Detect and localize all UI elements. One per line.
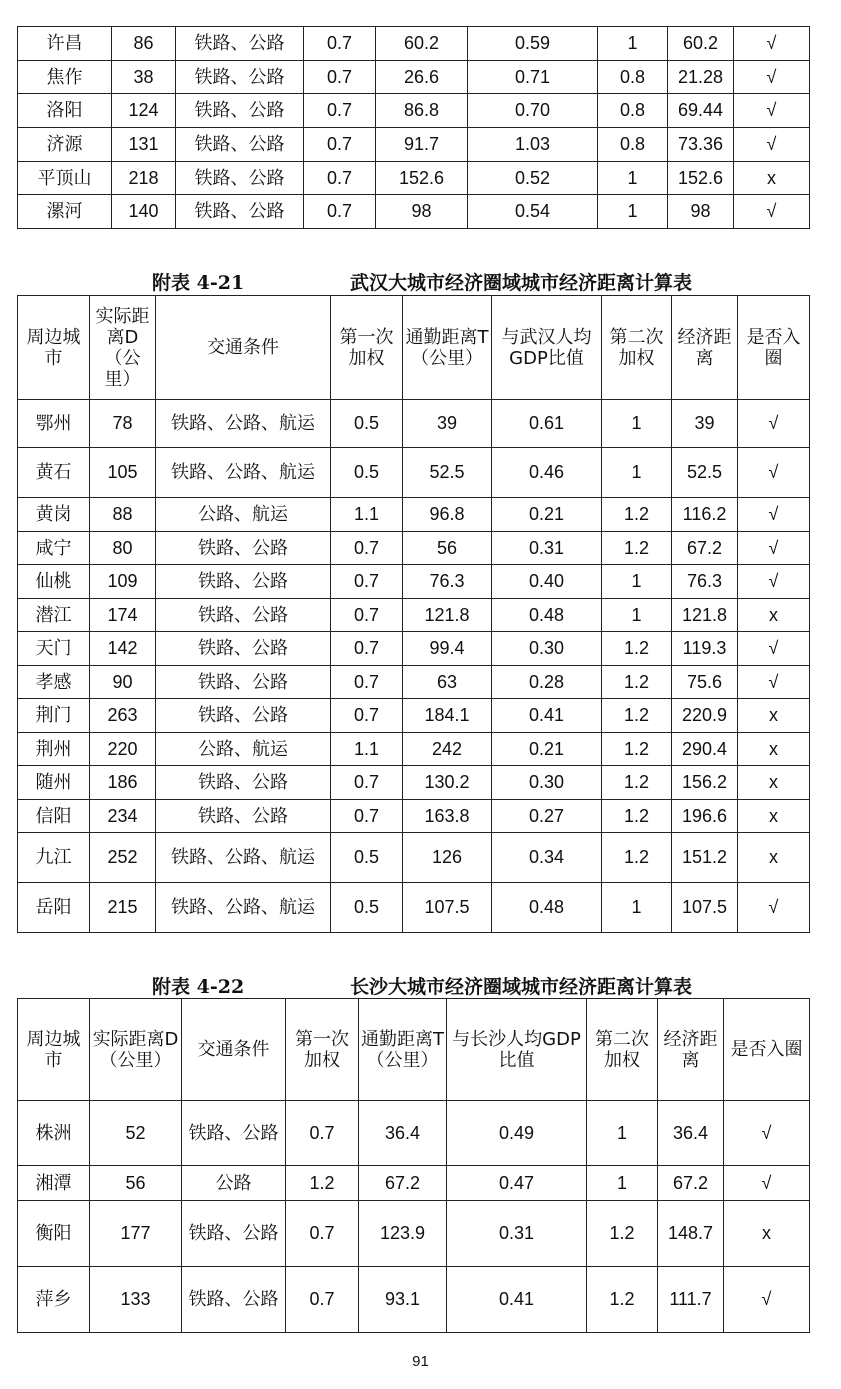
column-header: 周边城市	[18, 296, 90, 400]
in-circle-cell: √	[734, 94, 810, 128]
commute-distance-cell: 93.1	[359, 1267, 447, 1333]
transport-cell: 铁路、公路	[176, 161, 304, 195]
first-weight-cell: 0.5	[331, 448, 403, 498]
commute-distance-cell: 86.8	[376, 94, 468, 128]
transport-cell: 铁路、公路、航运	[156, 448, 331, 498]
second-weight-cell: 1.2	[587, 1267, 658, 1333]
transport-cell: 铁路、公路	[176, 27, 304, 61]
actual-distance-cell: 52	[90, 1101, 182, 1166]
actual-distance-cell: 177	[90, 1201, 182, 1267]
actual-distance-cell: 186	[90, 766, 156, 800]
actual-distance-cell: 218	[112, 161, 176, 195]
in-circle-cell: √	[738, 400, 810, 448]
first-weight-cell: 0.7	[304, 161, 376, 195]
economic-distance-cell: 290.4	[672, 733, 738, 766]
first-weight-cell: 0.7	[331, 565, 403, 599]
gdp-ratio-cell: 0.49	[447, 1101, 587, 1166]
second-weight-cell: 1.2	[602, 532, 672, 565]
second-weight-cell: 1	[602, 400, 672, 448]
gdp-ratio-cell: 0.21	[492, 498, 602, 532]
in-circle-cell: √	[724, 1267, 810, 1333]
economic-distance-cell: 196.6	[672, 800, 738, 833]
gdp-ratio-cell: 0.21	[492, 733, 602, 766]
in-circle-cell: x	[738, 599, 810, 632]
column-header: 第一次加权	[286, 999, 359, 1101]
transport-cell: 铁路、公路、航运	[156, 833, 331, 883]
table-row	[18, 27, 810, 61]
city-cell: 随州	[18, 766, 90, 800]
economic-distance-cell: 151.2	[672, 833, 738, 883]
table2-body	[18, 400, 810, 933]
actual-distance-cell: 174	[90, 599, 156, 632]
first-weight-cell: 0.5	[331, 883, 403, 933]
second-weight-cell: 0.8	[598, 128, 668, 162]
gdp-ratio-cell: 0.70	[468, 94, 598, 128]
economic-distance-cell: 98	[668, 195, 734, 229]
second-weight-cell: 1	[587, 1166, 658, 1201]
second-weight-cell: 1.2	[602, 833, 672, 883]
economic-distance-cell: 21.28	[668, 60, 734, 94]
in-circle-cell: √	[738, 632, 810, 666]
column-header: 第二次加权	[602, 296, 672, 400]
table-row	[18, 400, 810, 448]
gdp-ratio-cell: 0.46	[492, 448, 602, 498]
transport-cell: 铁路、公路	[156, 800, 331, 833]
economic-distance-cell: 121.8	[672, 599, 738, 632]
in-circle-cell: √	[724, 1166, 810, 1201]
transport-cell: 铁路、公路	[176, 128, 304, 162]
in-circle-cell: √	[738, 498, 810, 532]
gdp-ratio-cell: 0.30	[492, 632, 602, 666]
transport-cell: 铁路、公路	[176, 94, 304, 128]
first-weight-cell: 0.7	[331, 532, 403, 565]
second-weight-cell: 1.2	[602, 766, 672, 800]
economic-distance-cell: 75.6	[672, 666, 738, 699]
first-weight-cell: 0.7	[286, 1201, 359, 1267]
column-header: 实际距离D（公里）	[90, 999, 182, 1101]
transport-cell: 铁路、公路	[176, 60, 304, 94]
economic-distance-cell: 116.2	[672, 498, 738, 532]
in-circle-cell: x	[724, 1201, 810, 1267]
first-weight-cell: 1.1	[331, 733, 403, 766]
city-cell: 焦作	[18, 60, 112, 94]
city-cell: 漯河	[18, 195, 112, 229]
column-header: 与长沙人均GDP比值	[447, 999, 587, 1101]
economic-distance-cell: 76.3	[672, 565, 738, 599]
commute-distance-cell: 39	[403, 400, 492, 448]
commute-distance-cell: 242	[403, 733, 492, 766]
gdp-ratio-cell: 0.31	[447, 1201, 587, 1267]
first-weight-cell: 1.1	[331, 498, 403, 532]
table3-caption-title: 长沙大城市经济圈域城市经济距离计算表	[350, 976, 693, 998]
page-number: 91	[412, 1353, 429, 1370]
commute-distance-cell: 123.9	[359, 1201, 447, 1267]
city-cell: 衡阳	[18, 1201, 90, 1267]
column-header: 与武汉人均GDP比值	[492, 296, 602, 400]
first-weight-cell: 0.5	[331, 833, 403, 883]
city-cell: 许昌	[18, 27, 112, 61]
second-weight-cell: 1	[602, 883, 672, 933]
commute-distance-cell: 67.2	[359, 1166, 447, 1201]
commute-distance-cell: 36.4	[359, 1101, 447, 1166]
column-header: 通勤距离T（公里）	[359, 999, 447, 1101]
table-row	[18, 599, 810, 632]
gdp-ratio-cell: 0.40	[492, 565, 602, 599]
in-circle-cell: x	[738, 833, 810, 883]
table3-body	[18, 1101, 810, 1333]
second-weight-cell: 1.2	[602, 666, 672, 699]
city-cell: 荆州	[18, 733, 90, 766]
actual-distance-cell: 78	[90, 400, 156, 448]
first-weight-cell: 0.7	[304, 60, 376, 94]
economic-distance-cell: 67.2	[672, 532, 738, 565]
actual-distance-cell: 140	[112, 195, 176, 229]
commute-distance-cell: 184.1	[403, 699, 492, 733]
city-cell: 天门	[18, 632, 90, 666]
commute-distance-cell: 121.8	[403, 599, 492, 632]
transport-cell: 公路、航运	[156, 498, 331, 532]
commute-distance-cell: 130.2	[403, 766, 492, 800]
economic-distance-cell: 73.36	[668, 128, 734, 162]
column-header: 经济距离	[658, 999, 724, 1101]
transport-cell: 铁路、公路	[182, 1101, 286, 1166]
transport-cell: 铁路、公路	[176, 195, 304, 229]
gdp-ratio-cell: 0.48	[492, 883, 602, 933]
table-row	[18, 733, 810, 766]
transport-cell: 铁路、公路、航运	[156, 883, 331, 933]
actual-distance-cell: 90	[90, 666, 156, 699]
changsha-distance-table	[17, 998, 810, 1333]
commute-distance-cell: 56	[403, 532, 492, 565]
table-row	[18, 800, 810, 833]
table-row	[18, 632, 810, 666]
second-weight-cell: 1.2	[602, 733, 672, 766]
gdp-ratio-cell: 0.59	[468, 27, 598, 61]
table3-header-row	[18, 999, 810, 1101]
table-row	[18, 699, 810, 733]
table-row	[18, 128, 810, 162]
gdp-ratio-cell: 0.71	[468, 60, 598, 94]
commute-distance-cell: 126	[403, 833, 492, 883]
gdp-ratio-cell: 0.30	[492, 766, 602, 800]
city-cell: 洛阳	[18, 94, 112, 128]
city-cell: 荆门	[18, 699, 90, 733]
economic-distance-cell: 148.7	[658, 1201, 724, 1267]
table-row	[18, 666, 810, 699]
gdp-ratio-cell: 0.27	[492, 800, 602, 833]
actual-distance-cell: 263	[90, 699, 156, 733]
actual-distance-cell: 220	[90, 733, 156, 766]
economic-distance-cell: 52.5	[672, 448, 738, 498]
wuhan-distance-table	[17, 295, 810, 933]
actual-distance-cell: 88	[90, 498, 156, 532]
actual-distance-cell: 56	[90, 1166, 182, 1201]
first-weight-cell: 1.2	[286, 1166, 359, 1201]
first-weight-cell: 0.7	[304, 195, 376, 229]
table-row	[18, 161, 810, 195]
transport-cell: 铁路、公路	[156, 599, 331, 632]
commute-distance-cell: 99.4	[403, 632, 492, 666]
second-weight-cell: 1.2	[602, 498, 672, 532]
commute-distance-cell: 163.8	[403, 800, 492, 833]
first-weight-cell: 0.5	[331, 400, 403, 448]
henan-distance-table-continued	[17, 26, 810, 229]
transport-cell: 铁路、公路	[156, 699, 331, 733]
actual-distance-cell: 86	[112, 27, 176, 61]
gdp-ratio-cell: 1.03	[468, 128, 598, 162]
table-row	[18, 532, 810, 565]
transport-cell: 铁路、公路	[182, 1267, 286, 1333]
city-cell: 仙桃	[18, 565, 90, 599]
in-circle-cell: √	[734, 60, 810, 94]
column-header: 第一次加权	[331, 296, 403, 400]
table1-body	[18, 27, 810, 229]
commute-distance-cell: 60.2	[376, 27, 468, 61]
city-cell: 黄岗	[18, 498, 90, 532]
economic-distance-cell: 152.6	[668, 161, 734, 195]
commute-distance-cell: 26.6	[376, 60, 468, 94]
column-header: 交通条件	[182, 999, 286, 1101]
economic-distance-cell: 36.4	[658, 1101, 724, 1166]
city-cell: 孝感	[18, 666, 90, 699]
first-weight-cell: 0.7	[331, 699, 403, 733]
second-weight-cell: 1	[598, 27, 668, 61]
in-circle-cell: √	[738, 532, 810, 565]
table-row	[18, 195, 810, 229]
in-circle-cell: x	[738, 800, 810, 833]
commute-distance-cell: 98	[376, 195, 468, 229]
in-circle-cell: x	[738, 733, 810, 766]
actual-distance-cell: 215	[90, 883, 156, 933]
transport-cell: 铁路、公路、航运	[156, 400, 331, 448]
commute-distance-cell: 63	[403, 666, 492, 699]
city-cell: 咸宁	[18, 532, 90, 565]
commute-distance-cell: 91.7	[376, 128, 468, 162]
column-header: 周边城市	[18, 999, 90, 1101]
city-cell: 鄂州	[18, 400, 90, 448]
city-cell: 株洲	[18, 1101, 90, 1166]
gdp-ratio-cell: 0.41	[492, 699, 602, 733]
actual-distance-cell: 38	[112, 60, 176, 94]
actual-distance-cell: 234	[90, 800, 156, 833]
in-circle-cell: √	[734, 128, 810, 162]
in-circle-cell: √	[734, 195, 810, 229]
economic-distance-cell: 107.5	[672, 883, 738, 933]
gdp-ratio-cell: 0.52	[468, 161, 598, 195]
first-weight-cell: 0.7	[304, 128, 376, 162]
first-weight-cell: 0.7	[286, 1101, 359, 1166]
transport-cell: 铁路、公路	[156, 565, 331, 599]
in-circle-cell: x	[738, 699, 810, 733]
actual-distance-cell: 124	[112, 94, 176, 128]
transport-cell: 铁路、公路	[156, 666, 331, 699]
second-weight-cell: 1	[587, 1101, 658, 1166]
economic-distance-cell: 156.2	[672, 766, 738, 800]
table2-caption	[152, 268, 772, 292]
gdp-ratio-cell: 0.61	[492, 400, 602, 448]
economic-distance-cell: 39	[672, 400, 738, 448]
column-header: 是否入圈	[738, 296, 810, 400]
transport-cell: 公路	[182, 1166, 286, 1201]
in-circle-cell: √	[738, 448, 810, 498]
commute-distance-cell: 52.5	[403, 448, 492, 498]
second-weight-cell: 1.2	[602, 632, 672, 666]
economic-distance-cell: 69.44	[668, 94, 734, 128]
economic-distance-cell: 67.2	[658, 1166, 724, 1201]
table2-caption-number: 附表 4-21	[152, 272, 245, 294]
second-weight-cell: 1.2	[587, 1201, 658, 1267]
actual-distance-cell: 131	[112, 128, 176, 162]
gdp-ratio-cell: 0.48	[492, 599, 602, 632]
table3-caption-number: 附表 4-22	[152, 976, 245, 998]
table-row	[18, 833, 810, 883]
city-cell: 潜江	[18, 599, 90, 632]
transport-cell: 铁路、公路	[182, 1201, 286, 1267]
actual-distance-cell: 133	[90, 1267, 182, 1333]
first-weight-cell: 0.7	[331, 632, 403, 666]
column-header: 通勤距离T（公里）	[403, 296, 492, 400]
table-row	[18, 448, 810, 498]
column-header: 第二次加权	[587, 999, 658, 1101]
second-weight-cell: 1	[598, 195, 668, 229]
economic-distance-cell: 119.3	[672, 632, 738, 666]
commute-distance-cell: 76.3	[403, 565, 492, 599]
actual-distance-cell: 109	[90, 565, 156, 599]
actual-distance-cell: 80	[90, 532, 156, 565]
gdp-ratio-cell: 0.41	[447, 1267, 587, 1333]
first-weight-cell: 0.7	[286, 1267, 359, 1333]
table-row	[18, 60, 810, 94]
second-weight-cell: 1.2	[602, 699, 672, 733]
city-cell: 信阳	[18, 800, 90, 833]
first-weight-cell: 0.7	[331, 766, 403, 800]
city-cell: 萍乡	[18, 1267, 90, 1333]
city-cell: 岳阳	[18, 883, 90, 933]
transport-cell: 铁路、公路	[156, 632, 331, 666]
table2-header-row	[18, 296, 810, 400]
commute-distance-cell: 107.5	[403, 883, 492, 933]
gdp-ratio-cell: 0.47	[447, 1166, 587, 1201]
first-weight-cell: 0.7	[304, 27, 376, 61]
in-circle-cell: √	[734, 27, 810, 61]
economic-distance-cell: 60.2	[668, 27, 734, 61]
second-weight-cell: 1.2	[602, 800, 672, 833]
first-weight-cell: 0.7	[331, 599, 403, 632]
gdp-ratio-cell: 0.54	[468, 195, 598, 229]
first-weight-cell: 0.7	[304, 94, 376, 128]
actual-distance-cell: 142	[90, 632, 156, 666]
actual-distance-cell: 105	[90, 448, 156, 498]
second-weight-cell: 0.8	[598, 94, 668, 128]
table-row	[18, 1201, 810, 1267]
city-cell: 九江	[18, 833, 90, 883]
table-row	[18, 766, 810, 800]
first-weight-cell: 0.7	[331, 666, 403, 699]
in-circle-cell: x	[738, 766, 810, 800]
table-row	[18, 94, 810, 128]
city-cell: 济源	[18, 128, 112, 162]
table2-caption-title: 武汉大城市经济圈域城市经济距离计算表	[350, 272, 693, 294]
gdp-ratio-cell: 0.31	[492, 532, 602, 565]
transport-cell: 公路、航运	[156, 733, 331, 766]
transport-cell: 铁路、公路	[156, 766, 331, 800]
table-row	[18, 565, 810, 599]
second-weight-cell: 1	[598, 161, 668, 195]
column-header: 实际距离D（公里）	[90, 296, 156, 400]
actual-distance-cell: 252	[90, 833, 156, 883]
table-row	[18, 1166, 810, 1201]
column-header: 经济距离	[672, 296, 738, 400]
table-row	[18, 498, 810, 532]
in-circle-cell: √	[738, 666, 810, 699]
in-circle-cell: √	[738, 883, 810, 933]
second-weight-cell: 0.8	[598, 60, 668, 94]
gdp-ratio-cell: 0.28	[492, 666, 602, 699]
commute-distance-cell: 96.8	[403, 498, 492, 532]
column-header: 是否入圈	[724, 999, 810, 1101]
in-circle-cell: √	[738, 565, 810, 599]
economic-distance-cell: 111.7	[658, 1267, 724, 1333]
transport-cell: 铁路、公路	[156, 532, 331, 565]
second-weight-cell: 1	[602, 599, 672, 632]
table-row	[18, 883, 810, 933]
city-cell: 湘潭	[18, 1166, 90, 1201]
city-cell: 黄石	[18, 448, 90, 498]
economic-distance-cell: 220.9	[672, 699, 738, 733]
column-header: 交通条件	[156, 296, 331, 400]
second-weight-cell: 1	[602, 448, 672, 498]
table-row	[18, 1101, 810, 1166]
second-weight-cell: 1	[602, 565, 672, 599]
commute-distance-cell: 152.6	[376, 161, 468, 195]
gdp-ratio-cell: 0.34	[492, 833, 602, 883]
table-row	[18, 1267, 810, 1333]
table3-caption	[152, 972, 772, 996]
in-circle-cell: x	[734, 161, 810, 195]
in-circle-cell: √	[724, 1101, 810, 1166]
city-cell: 平顶山	[18, 161, 112, 195]
first-weight-cell: 0.7	[331, 800, 403, 833]
